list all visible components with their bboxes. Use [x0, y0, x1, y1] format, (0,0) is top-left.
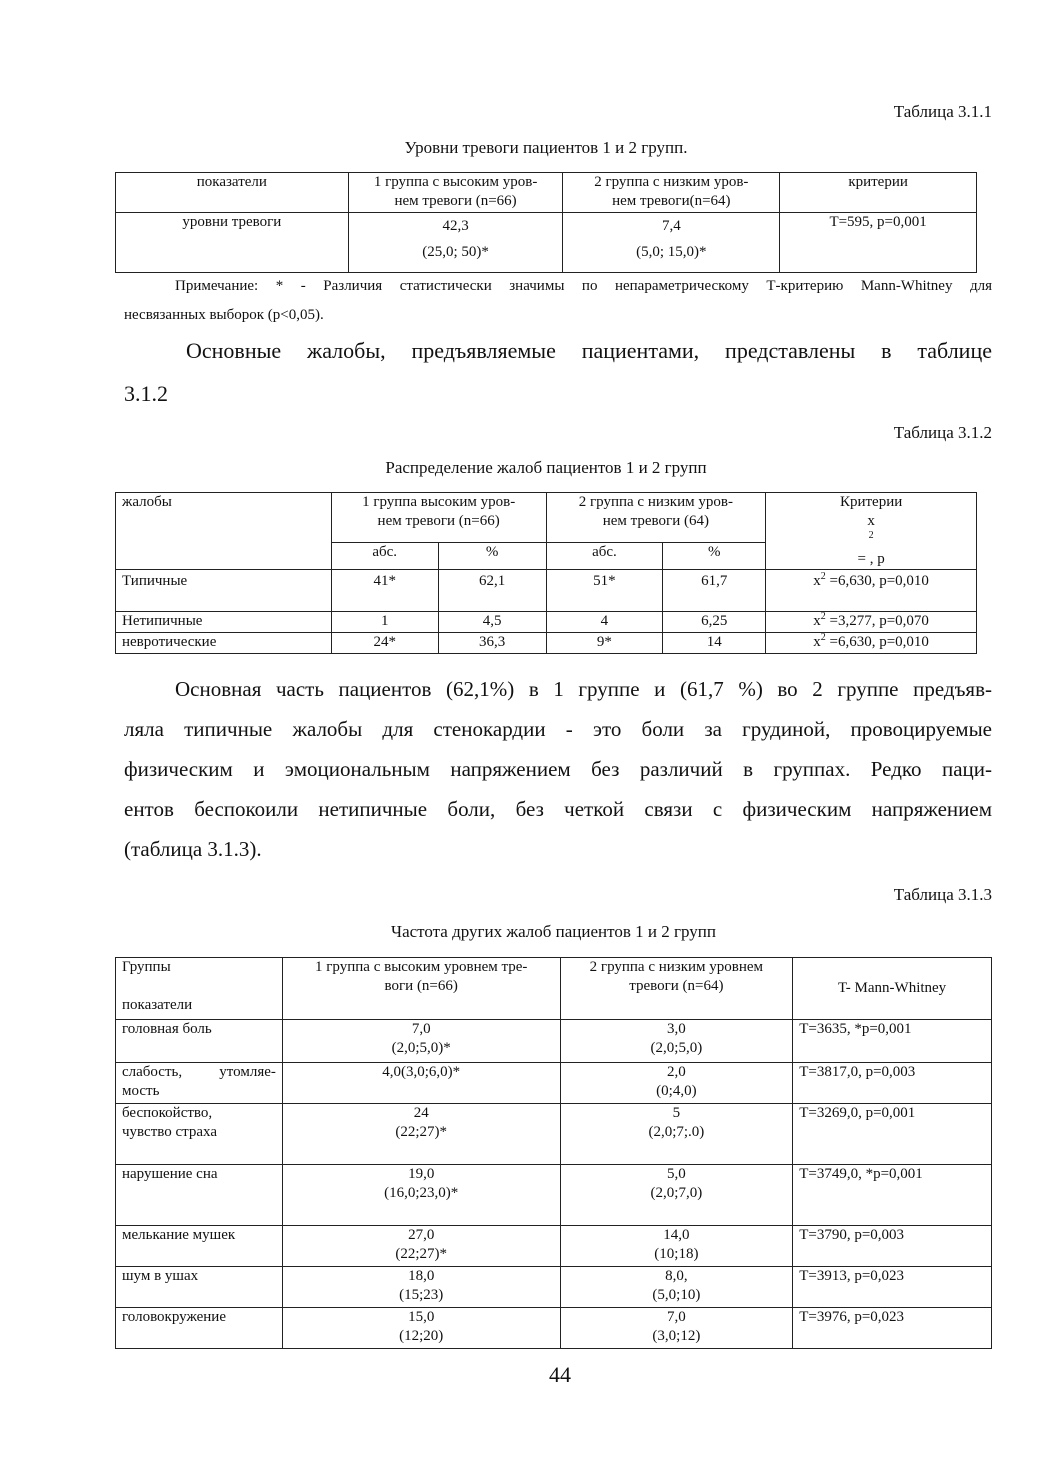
criteria-cell: $x^2 =6,630$, p=0,010 [766, 633, 977, 654]
row-label: нарушение сна [116, 1165, 283, 1226]
row-label: Нетипичные [116, 612, 332, 633]
data-cell: 1 [331, 612, 438, 633]
paragraph-line: (таблица 3.1.3). [124, 837, 262, 861]
group1-cell: 27,0 (22;27)* [282, 1226, 560, 1267]
data-cell: 24* [331, 633, 438, 654]
row-label: уровни тревоги [116, 213, 349, 273]
group1-cell: 42,3 (25,0; 50)* [348, 213, 563, 273]
intro-line: Основные жалобы, предъявляемые пациентами, представлены в таблице [186, 338, 992, 363]
subheader-cell: абс. [546, 542, 663, 569]
criteria-cell: T=595, p=0,001 [780, 213, 977, 273]
criteria-cell: T=3913, p=0,023 [793, 1267, 992, 1308]
table-note-continued: несвязанных выборок (p<0,05). [124, 307, 324, 323]
intro-line-continued: 3.1.2 [124, 381, 168, 406]
data-cell: 51* [546, 570, 663, 612]
paragraph-line: физическим и эмоциональным напряжением без различий в группах. Редко паци- [124, 757, 992, 781]
group2-cell: 5,0 (2,0;7,0) [560, 1165, 793, 1226]
data-cell: 41* [331, 570, 438, 612]
group2-cell: 14,0 (10;18) [560, 1226, 793, 1267]
group2-cell: 5 (2,0;7;.0) [560, 1104, 793, 1165]
paragraph-line: ляла типичные жалобы для стенокардии - это боли за грудиной, провоцируемые [124, 717, 992, 741]
table-title: Уровни тревоги пациентов 1 и 2 групп. [404, 138, 688, 157]
table-row [116, 1104, 992, 1165]
group1-cell: 19,0 (16,0;23,0)* [282, 1165, 560, 1226]
group2-cell: 8,0, (5,0;10) [560, 1267, 793, 1308]
row-label: слабость, утомляе- мость [116, 1063, 283, 1104]
header-cell: 1 группа с высоким уровнем тре- воги (n=66) [282, 958, 560, 1020]
row-label: Типичные [116, 570, 332, 612]
subheader-cell: % [663, 542, 766, 569]
table-label: Таблица 3.1.2 [893, 423, 992, 442]
header-cell: жалобы [116, 493, 332, 570]
body-paragraph [124, 669, 992, 869]
data-cell: 4,5 [438, 612, 546, 633]
page-number: 44 [549, 1362, 571, 1387]
row-label: головная боль [116, 1020, 283, 1063]
group2-cell: 7,4 (5,0; 15,0)* [563, 213, 780, 273]
data-cell: 9* [546, 633, 663, 654]
criteria-cell: T=3817,0, p=0,003 [793, 1063, 992, 1104]
header-cell: показатели [116, 173, 349, 213]
table-title: Частота других жалоб пациентов 1 и 2 групп [391, 922, 716, 941]
criteria-cell: T=3269,0, p=0,001 [793, 1104, 992, 1165]
header-cell: 1 группа с высоким уров- нем тревоги (n=66) [348, 173, 563, 213]
other-complaints-table [115, 957, 992, 1349]
table-label: Таблица 3.1.1 [893, 102, 992, 121]
criteria-cell: $x^2 =3,277$, p=0,070 [766, 612, 977, 633]
header-cell: 1 группа высоким уров- нем тревоги (n=66) [331, 493, 546, 543]
table-note: Примечание: * - Различия статистически значимы по непараметрическому Т-критерию Mann-Whitney для [175, 278, 992, 294]
group1-cell: 18,0 (15;23) [282, 1267, 560, 1308]
table-row [116, 633, 977, 654]
subheader-cell: % [438, 542, 546, 569]
table-row [116, 1020, 992, 1063]
row-label: головокружение [116, 1308, 283, 1349]
table-row [116, 1267, 992, 1308]
group1-cell: 7,0 (2,0;5,0)* [282, 1020, 560, 1063]
row-label: мелькание мушек [116, 1226, 283, 1267]
criteria-cell: T=3790, p=0,003 [793, 1226, 992, 1267]
table-row [116, 612, 977, 633]
table-row [116, 1063, 992, 1104]
criteria-cell: T=3635, *p=0,001 [793, 1020, 992, 1063]
criteria-cell: $x^2 =6,630$, p=0,010 [766, 570, 977, 612]
table-row [116, 213, 977, 273]
table-row [116, 1308, 992, 1349]
subheader-cell: абс. [331, 542, 438, 569]
data-cell: 4 [546, 612, 663, 633]
header-cell: 2 группа с низким уровнем тревоги (n=64) [560, 958, 793, 1020]
header-cell: критерии [780, 173, 977, 213]
group1-cell: 15,0 (12;20) [282, 1308, 560, 1349]
header-cell: Группы показатели [116, 958, 283, 1020]
group2-cell: 3,0 (2,0;5,0) [560, 1020, 793, 1063]
criteria-cell: T=3976, p=0,023 [793, 1308, 992, 1349]
table-row [116, 1165, 992, 1226]
group1-cell: 24 (22;27)* [282, 1104, 560, 1165]
table-title: Распределение жалоб пациентов 1 и 2 групп [385, 458, 707, 477]
criteria-cell: T=3749,0, *p=0,001 [793, 1165, 992, 1226]
header-cell: Критерии x $^2$ = , p [766, 493, 977, 570]
table-row [116, 570, 977, 612]
data-cell: 61,7 [663, 570, 766, 612]
table-row [116, 1226, 992, 1267]
group1-cell: 4,0(3,0;6,0)* [282, 1063, 560, 1104]
row-label: шум в ушах [116, 1267, 283, 1308]
header-cell: 2 группа с низким уров- нем тревоги (64) [546, 493, 766, 543]
row-label: невротические [116, 633, 332, 654]
header-cell: 2 группа с низким уров- нем тревоги(n=64) [563, 173, 780, 213]
data-cell: 62,1 [438, 570, 546, 612]
data-cell: 14 [663, 633, 766, 654]
paragraph-line: Основная часть пациентов (62,1%) в 1 группе и (61,7 %) во 2 группе предъяв- [175, 677, 992, 701]
row-label: беспокойство, чувство страха [116, 1104, 283, 1165]
complaints-distribution-table [115, 492, 977, 654]
group2-cell: 2,0 (0;4,0) [560, 1063, 793, 1104]
table-label: Таблица 3.1.3 [893, 885, 992, 904]
anxiety-levels-table [115, 172, 977, 273]
data-cell: 36,3 [438, 633, 546, 654]
header-cell: T- Mann-Whitney [793, 958, 992, 1020]
group2-cell: 7,0 (3,0;12) [560, 1308, 793, 1349]
paragraph-line: ентов беспокоили нетипичные боли, без четкой связи с физическим напряжением [124, 797, 992, 821]
data-cell: 6,25 [663, 612, 766, 633]
